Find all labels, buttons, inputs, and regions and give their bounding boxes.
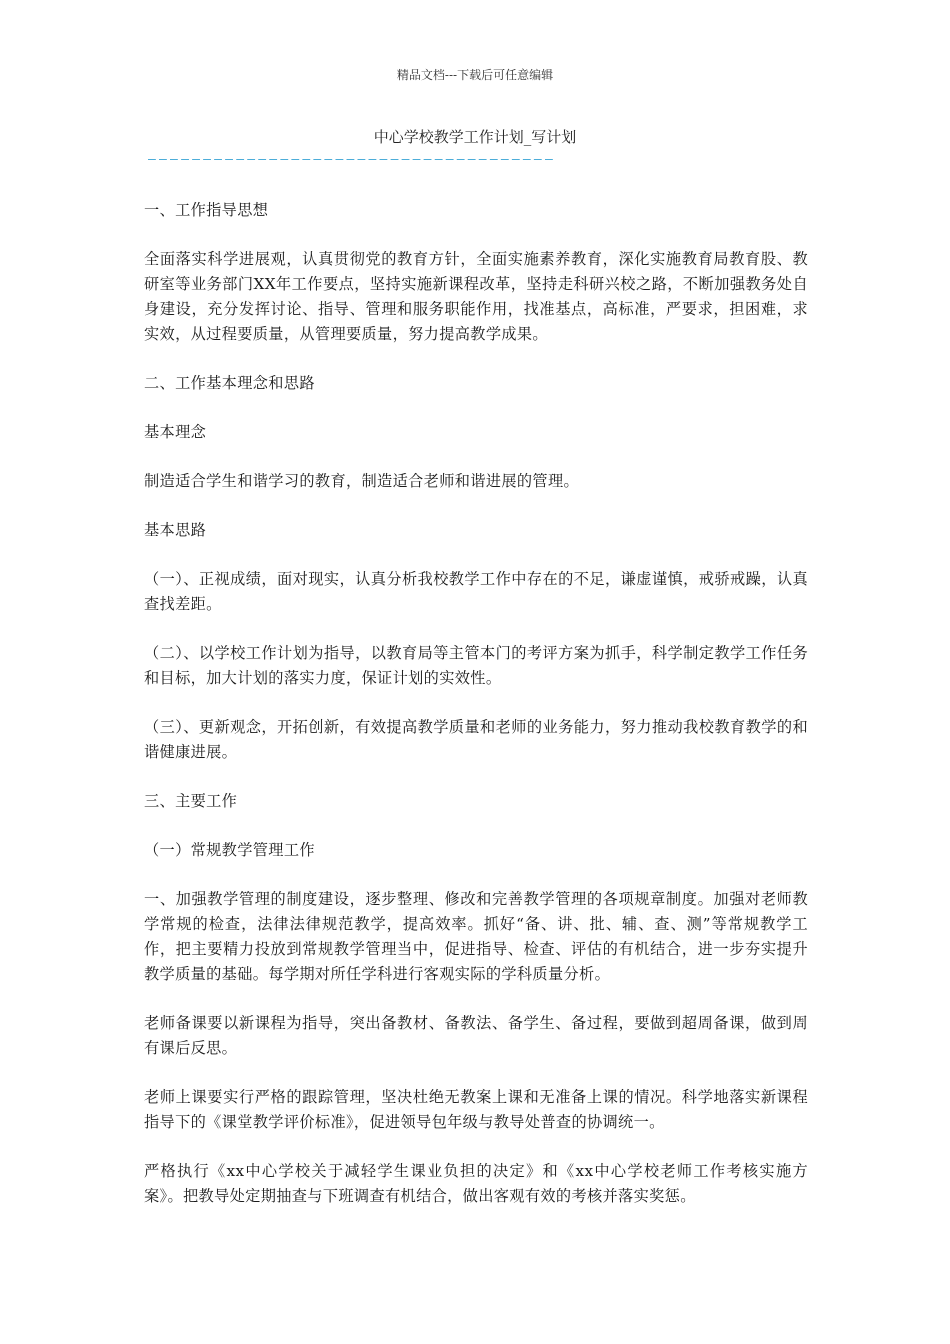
paragraph: 老师上课要实行严格的跟踪管理，坚决杜绝无教案上课和无准备上课的情况。科学地落实新课程指导下的《课堂教学评价标准》，促进领导包年级与教导处普查的协调统一。 (144, 1088, 808, 1131)
document-body (144, 198, 808, 1233)
paragraph: 一、加强教学管理的制度建设，逐步整理、修改和完善教学管理的各项规章制度。加强对老师教学常规的检查，法律法律规范教学，提高效率。抓好“备、讲、批、辅、查、测”等常规教学工作，把主要精力投放到常规教学管理当中，促进指导、检查、评估的有机结合，进一步夯实提升教学质量的基础。每学期对所任学科进行客观实际的学科质量分析。 (144, 890, 808, 983)
paragraph: （三）、更新观念，开拓创新，有效提高教学质量和老师的业务能力，努力推动我校教育教学的和谐健康进展。 (144, 718, 808, 761)
paragraph: 制造适合学生和谐学习的教育，制造适合老师和谐进展的管理。 (144, 472, 580, 490)
document-header-note: 精品文档---下载后可任意编辑 (396, 68, 554, 82)
subheading-basic-approach: 基本思路 (144, 521, 207, 539)
paragraph: 严格执行《xx中心学校关于减轻学生课业负担的决定》和《xx中心学校老师工作考核实施方案》。把教导处定期抽查与下班调查有机结合，做出客观有效的考核并落实奖惩。 (144, 1162, 808, 1205)
subheading-routine-management: （一）常规教学管理工作 (144, 841, 315, 859)
paragraph: 老师备课要以新课程为指导，突出备教材、备教法、备学生、备过程，要做到超周备课，做到周有课后反思。 (144, 1014, 808, 1057)
paragraph: （二）、以学校工作计划为指导，以教育局等主管本门的考评方案为抓手，科学制定教学工作任务和目标，加大计划的落实力度，保证计划的实效性。 (144, 644, 808, 687)
paragraph: （一）、正视成绩，面对现实，认真分析我校教学工作中存在的不足，谦虚谨慎，戒骄戒躁，认真查找差距。 (144, 570, 808, 613)
section-heading-guiding-thought: 一、工作指导思想 (144, 201, 269, 219)
subheading-basic-concept: 基本理念 (144, 423, 207, 441)
title-divider: ————————————————————————————————————— (148, 154, 556, 166)
document-title: 中心学校教学工作计划_写计划 (373, 128, 577, 146)
section-heading-concepts: 二、工作基本理念和思路 (144, 374, 315, 392)
paragraph: 全面落实科学进展观，认真贯彻党的教育方针，全面实施素养教育，深化实施教育局教育股、教研室等业务部门XX年工作要点，坚持实施新课程改革，坚持走科研兴校之路，不断加强教务处自身建设，充分发挥讨论、指导、管理和服务职能作用，找准基点，高标准，严要求，担困难，求实效，从过程要质量，从管理要质量，努力提高教学成果。 (144, 250, 808, 343)
section-heading-main-work: 三、主要工作 (144, 792, 238, 810)
